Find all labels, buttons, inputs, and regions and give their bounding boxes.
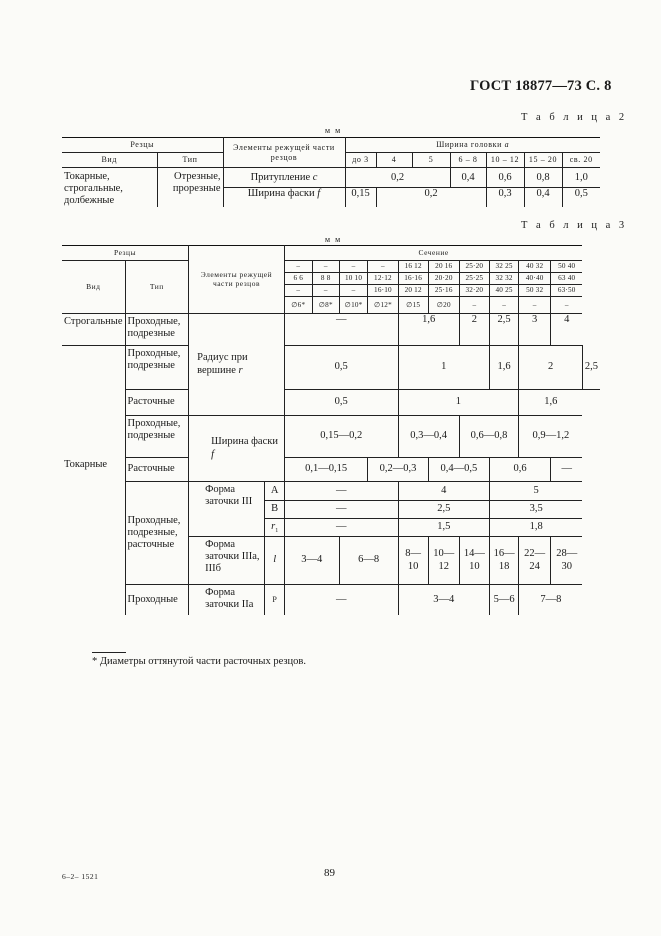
page-number: 89 bbox=[324, 867, 335, 879]
table3-cell: 0,5 bbox=[284, 390, 398, 416]
table3-cell: 4 bbox=[398, 482, 489, 501]
table3-cell: 5 bbox=[489, 482, 582, 501]
table2-tip-cell: Отрезные, прорезные bbox=[157, 168, 223, 208]
table3-cell: 0,6—0,8 bbox=[459, 416, 519, 458]
section-cell: 50 40 bbox=[551, 261, 583, 273]
table3-cell: 0,6 bbox=[489, 458, 550, 482]
table3-vid-turning: Токарные bbox=[62, 346, 125, 585]
chamfer-label-text: Ширина фаски bbox=[211, 436, 278, 448]
section-cell: 32·20 bbox=[459, 285, 489, 297]
table2-cell: 0,15 bbox=[345, 188, 376, 208]
section-cell: – bbox=[312, 285, 339, 297]
table3-head-vid: Вид bbox=[62, 261, 125, 314]
table3-chamfer-label bbox=[189, 416, 285, 482]
table2-range: 10 – 12 bbox=[486, 153, 524, 168]
table3-cell: 16—18 bbox=[489, 537, 518, 585]
section-cell: ∅6* bbox=[284, 297, 312, 314]
section-cell: 12·12 bbox=[368, 273, 398, 285]
table2-cell: 0,3 bbox=[486, 188, 524, 208]
table2-cell: 0,4 bbox=[450, 168, 486, 188]
table3-cell: 0,2—0,3 bbox=[368, 458, 428, 482]
table3-cell: 8—10 bbox=[398, 537, 428, 585]
section-cell: – bbox=[339, 285, 368, 297]
table2-cell: 0,2 bbox=[345, 168, 450, 188]
table3-cell: 2 bbox=[519, 346, 583, 390]
table3-tip-cell: Проходные, подрезные bbox=[125, 314, 189, 346]
section-cell: 20 12 bbox=[398, 285, 428, 297]
table3-cell: 3—4 bbox=[284, 537, 339, 585]
table2-row-bluntness bbox=[223, 168, 345, 188]
section-cell: – bbox=[339, 261, 368, 273]
table2-cell: 0,6 bbox=[486, 168, 524, 188]
section-cell: 16·10 bbox=[368, 285, 398, 297]
table2-range: св. 20 bbox=[562, 153, 600, 168]
table2-row-chamfer bbox=[223, 188, 345, 208]
form2a-label: Форма заточки IIа bbox=[189, 585, 265, 615]
table3-head-elements: Элементы режущей части резцов bbox=[189, 246, 285, 314]
section-cell: – bbox=[459, 297, 489, 314]
chamfer-var: f bbox=[211, 448, 215, 460]
table3-cell: — bbox=[284, 585, 398, 615]
table3-cell: 28—30 bbox=[551, 537, 583, 585]
section-cell: ∅10* bbox=[339, 297, 368, 314]
section-cell: ∅8* bbox=[312, 297, 339, 314]
section-cell: – bbox=[284, 261, 312, 273]
table3-cell: 2 bbox=[459, 314, 489, 346]
section-cell: – bbox=[312, 261, 339, 273]
table3-cell: 0,3—0,4 bbox=[398, 416, 459, 458]
section-cell: 8 8 bbox=[312, 273, 339, 285]
section-cell: ∅12* bbox=[368, 297, 398, 314]
table2-range: 6 – 8 bbox=[450, 153, 486, 168]
table3-cell: 14—10 bbox=[459, 537, 489, 585]
param-l bbox=[265, 537, 284, 585]
table3-cell: — bbox=[284, 501, 398, 519]
table2-cell: 0,5 bbox=[574, 188, 588, 200]
form3-label: Форма заточки III bbox=[189, 482, 265, 537]
table2-head-width-label: Ширина головки bbox=[436, 140, 503, 150]
radius-label-text: Радиус при вершине bbox=[197, 352, 248, 376]
section-cell: ∅20 bbox=[428, 297, 459, 314]
table3-head-cutters: Резцы bbox=[62, 246, 189, 261]
table3-cell: — bbox=[284, 314, 398, 346]
table3-cell: 3—4 bbox=[398, 585, 489, 615]
table3-head-section: Сечение bbox=[284, 246, 582, 261]
table2-range: 5 bbox=[412, 153, 450, 168]
table3-cell: 1,6 bbox=[489, 346, 518, 390]
table3-tip-cell: Расточные bbox=[125, 390, 189, 416]
param-b: B bbox=[265, 501, 284, 519]
table2-head-elements: Элементы режущей части резцов bbox=[223, 138, 345, 168]
table3-cell: 0,1—0,15 bbox=[284, 458, 368, 482]
section-cell: 50 32 bbox=[519, 285, 551, 297]
table3-cell: 1,8 bbox=[489, 519, 582, 537]
table3-cell: 4 bbox=[551, 314, 583, 346]
table3-tip-cell: Проходные bbox=[125, 585, 189, 615]
table2-head-tip: Тип bbox=[157, 153, 223, 168]
table2-unit: м м bbox=[325, 126, 342, 135]
section-cell: 20 16 bbox=[428, 261, 459, 273]
table3-cell: 1,5 bbox=[398, 519, 489, 537]
param-r1 bbox=[265, 519, 284, 537]
section-cell: 32 32 bbox=[489, 273, 518, 285]
table3-cell: 22—24 bbox=[519, 537, 551, 585]
table3-cell: 2,5 bbox=[582, 346, 600, 390]
section-cell: 6 6 bbox=[284, 273, 312, 285]
section-cell: 32 25 bbox=[489, 261, 518, 273]
table3-cell: 1 bbox=[398, 390, 519, 416]
table2-head-cutters: Резцы bbox=[62, 138, 223, 153]
param-a: A bbox=[265, 482, 284, 501]
table3-cell: 1 bbox=[398, 346, 489, 390]
table3-cell: 2,5 bbox=[489, 314, 518, 346]
table3-cell: 0,9—1,2 bbox=[519, 416, 583, 458]
table2-range: 15 – 20 bbox=[524, 153, 562, 168]
param-r1-var: r bbox=[271, 520, 276, 532]
table3-cell: 5—6 bbox=[489, 585, 518, 615]
table-2 bbox=[62, 137, 600, 207]
table3-cell: 3,5 bbox=[489, 501, 582, 519]
section-cell: ∅15 bbox=[398, 297, 428, 314]
table2-cell: 0,8 bbox=[524, 168, 562, 188]
table2-bluntness-label: Притупление bbox=[250, 171, 311, 183]
table2-caption: Т а б л и ц а 2 bbox=[521, 112, 628, 123]
table2-head-width bbox=[345, 138, 600, 153]
table2-head-vid: Вид bbox=[62, 153, 157, 168]
param-p: P bbox=[265, 585, 284, 615]
table3-tip-cell: Проходные, подрезные bbox=[125, 346, 189, 390]
section-cell: 40 25 bbox=[489, 285, 518, 297]
section-cell: – bbox=[489, 297, 518, 314]
table3-cell: 1,6 bbox=[519, 390, 583, 416]
radius-var: r bbox=[238, 364, 243, 376]
section-cell: 25·16 bbox=[428, 285, 459, 297]
table3-cell: 10—12 bbox=[428, 537, 459, 585]
table2-cell: 0,4 bbox=[524, 188, 562, 208]
section-cell: – bbox=[551, 297, 583, 314]
table2-cell: 1,0 bbox=[562, 168, 600, 188]
table3-cell: 3 bbox=[519, 314, 551, 346]
section-cell: 16·16 bbox=[398, 273, 428, 285]
table2-chamfer-label: Ширина фаски bbox=[247, 188, 315, 200]
print-code: 6–2– 1521 bbox=[62, 872, 99, 881]
table3-cell: 2,5 bbox=[398, 501, 489, 519]
section-cell: – bbox=[284, 285, 312, 297]
table3-tip-cell: Расточные bbox=[125, 458, 189, 482]
document-header: ГОСТ 18877—73 С. 8 bbox=[470, 78, 612, 94]
table2-head-width-var: a bbox=[504, 140, 510, 150]
table3-head-tip: Тип bbox=[125, 261, 189, 314]
table3-cell: 6—8 bbox=[339, 537, 398, 585]
table3-tip-cell: Проходные, подрезные bbox=[125, 416, 189, 458]
table2-vid-cell: Токарные, строгальные, долбежные bbox=[62, 168, 157, 208]
section-cell: 63 40 bbox=[551, 273, 583, 285]
table3-unit: м м bbox=[325, 235, 342, 244]
section-cell: 40 32 bbox=[519, 261, 551, 273]
table3-tip-group: Проходные, подрезные, расточные bbox=[125, 482, 189, 585]
table3-cell: — bbox=[551, 458, 583, 482]
table2-cell: 0,2 bbox=[376, 188, 486, 208]
section-cell: 40·40 bbox=[519, 273, 551, 285]
param-r1-sub: 1 bbox=[275, 527, 279, 534]
section-cell: 63·50 bbox=[551, 285, 583, 297]
section-cell: 16 12 bbox=[398, 261, 428, 273]
table3-cell: — bbox=[284, 519, 398, 537]
table3-cell: — bbox=[284, 482, 398, 501]
table3-cell: 0,15—0,2 bbox=[284, 416, 398, 458]
table2-range: до 3 bbox=[345, 153, 376, 168]
form3ab-label: Форма заточки IIIа, IIIб bbox=[189, 537, 265, 585]
table3-cell: 0,5 bbox=[284, 346, 398, 390]
section-cell: – bbox=[368, 261, 398, 273]
table-3 bbox=[62, 245, 600, 615]
section-cell: 25·20 bbox=[459, 261, 489, 273]
footnote-rule bbox=[92, 652, 126, 653]
table2-chamfer-var: f bbox=[317, 188, 321, 200]
table3-cell: 1,6 bbox=[398, 314, 459, 346]
section-cell: 25·25 bbox=[459, 273, 489, 285]
table3-vid-empty bbox=[62, 585, 125, 615]
param-l-var: l bbox=[273, 554, 277, 566]
table2-range: 4 bbox=[376, 153, 412, 168]
table3-vid-planing: Строгальные bbox=[62, 314, 125, 346]
footnote: * Диаметры оттянутой части расточных резцов. bbox=[92, 656, 306, 667]
table3-caption: Т а б л и ц а 3 bbox=[521, 220, 628, 231]
table3-cell: 7—8 bbox=[540, 593, 562, 605]
section-cell: 10 10 bbox=[339, 273, 368, 285]
section-cell: – bbox=[519, 297, 551, 314]
section-cell: 20·20 bbox=[428, 273, 459, 285]
table3-radius-label bbox=[189, 314, 285, 416]
table2-bluntness-var: c bbox=[312, 171, 318, 183]
table3-cell: 0,4—0,5 bbox=[428, 458, 489, 482]
